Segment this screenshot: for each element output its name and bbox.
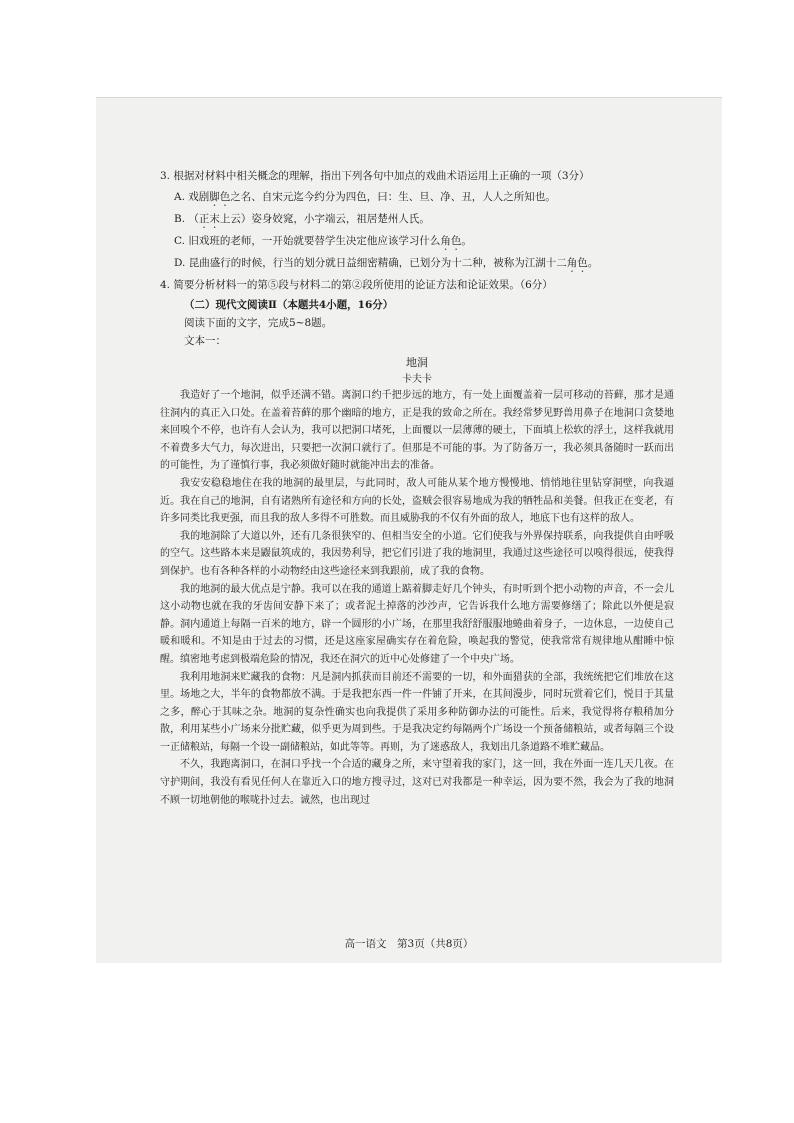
option-c-post: 。	[461, 235, 472, 247]
section-instruction: 阅读下面的文字，完成5~8题。	[184, 317, 333, 329]
option-b-pre: B. （	[174, 213, 199, 225]
option-a-term: 脚色	[209, 191, 231, 203]
question-3-option-d	[160, 253, 674, 275]
option-b-term: 正末	[198, 213, 220, 225]
question-3-stem: 3. 根据对材料中相关概念的理解，指出下列各句中加点的戏曲术语运用上正确的一项（3分）	[160, 170, 590, 182]
article-paragraph: 我的地洞除了大道以外，还有几条很狭窄的、但相当安全的小道。它们使我与外界保持联系，向我提供自由呼吸的空气。这些路本来是鼹鼠筑成的，我因势利导，把它们引进了我的地洞里，我通过这些途径可以嗅得很远，使我得到保护。也有各种各样的小动物经由这些途径来到我跟前，成了我的食物。	[160, 530, 674, 577]
option-a-post: 之名、自宋元迄今约分为四色，曰：生、旦、净、丑，人人之所知也。	[230, 191, 556, 203]
option-a-pre: A. 戏剧	[174, 191, 210, 203]
article-paragraph: 不久，我跑离洞口，在洞口乎找一个合适的藏身之所，来守望着我的家门，这一回，我在外面一连几天几夜。在守护期间，我没有看见任何人在靠近入口的地方搜寻过，这对已对我都是一种幸运，因为要不然，我会为了我的地洞不顾一切地朝他的喉咙扑过去。诚然，也出现过	[160, 759, 674, 806]
option-b-post: 上云）姿身姣窕，小字端云，祖居楚州人氏。	[219, 213, 430, 225]
option-d-post: 。	[587, 257, 599, 269]
article-paragraph: 我利用地洞来贮藏我的食物：凡是洞内抓获而目前还不需要的一切，和外面猎获的全部，我统统把它们堆放在这里。场地之大，半年的食物都放不满。于是我把东西一件一件铺了开来，在其间漫步，同时玩赏着它们，悦目于其量之多，醉心于其味之杂。地洞的复杂性确实也向我提供了采用多种防御办法的可能性。后来，我觉得将存粮稍加分散，利用某些小广场来分批贮藏，似乎更为周到些。于是我决定约每隔两个广场设一个预备储粮站，或者每隔三个设一正储粮站，每隔一个设一副储粮站，如此等等。再则，为了迷惑敌人，我划出几条道路不堆贮藏品。	[160, 671, 674, 753]
question-3-option-c	[160, 231, 674, 253]
option-c-pre: C. 旧戏班的老师，一开始就要替学生决定他应该学习什么	[174, 235, 441, 247]
section-heading: （二）现代文阅读Ⅱ（本题共4小题，16分）	[184, 299, 394, 311]
option-c-term: 角色	[440, 235, 462, 247]
option-d-term: 角色	[566, 257, 588, 269]
page-content	[160, 166, 674, 809]
question-3-option-b	[160, 209, 674, 231]
question-4-stem: 4. 简要分析材料一的第⑤段与材料二的第②段所使用的论证方法和论证效果。（6分）	[160, 279, 553, 291]
article-author: 卡夫卡	[402, 374, 432, 385]
page-footer: 高一语文 第3页（共8页）	[344, 938, 474, 950]
question-3-option-a	[160, 187, 674, 209]
option-d-pre: D. 昆曲盛行的时候，行当的划分就日益细密精确，已划分为十二种，被称为江湖十二	[174, 257, 567, 269]
scanned-page	[96, 97, 722, 963]
article-paragraph: 我安安稳稳地住在我的地洞的最里层，与此同时，敌人可能从某个地方慢慢地、悄悄地往里钻穿洞壁，向我逼近。我在自己的地洞，自有诸熟所有途径和方向的长处，盗贼会很容易地成为我的牺牲品和美餐。但我正在变老，有许多同类比我更强，而且我的敌人多得不可胜数。而且威胁我的不仅有外面的敌人，地底下也有这样的敌人。	[160, 477, 674, 525]
article-title: 地洞	[406, 356, 428, 369]
text-one-label: 文本一：	[184, 335, 226, 347]
article-paragraph: 我造好了一个地洞，似乎还满不错。离洞口约千把步远的地方，有一处上面覆盖着一层可移动的苔藓，那才是通往洞内的真正入口处。在盖着苔藓的那个幽暗的地方，正是我的致命之所在。我经常梦见野兽用鼻子在地洞口贪婪地来回嗅个不停，也许有人会认为，我可以把洞口堵死，上面覆以一层薄薄的硬土，下面填上松软的浮土，这样我就用不着费多大气力，每次进出，只要把一次洞口就行了。但那是不可能的事。为了防备万一，我必须具备随时一跃而出的可能性，为了谨慎行事，我必须做好随时就能冲出去的准备。	[160, 390, 674, 472]
article-paragraph: 我的地洞的最大优点是宁静。我可以在我的通道上踮着脚走好几个钟头，有时听到个把小动物的声音，不一会儿这小动物也就在我的牙齿间安静下来了；或者泥土掉落的沙沙声，它告诉我什么地方需要修缮了；除此以外便是寂静。洞内通道上每隔一百米的地方，辟一个圆形的小广场，在那里我舒舒服服地蜷曲着身子，一边休息，一边使自己暖和暖和。不知是由于过去的习惯，还是这座家屋确实存在着危险，唤起我的警觉，使我常常有规律地从酣睡中惊醒。缜密地考虑到极端危险的情况，我还在洞穴的近中心处修建了一个中央广场。	[160, 583, 674, 665]
